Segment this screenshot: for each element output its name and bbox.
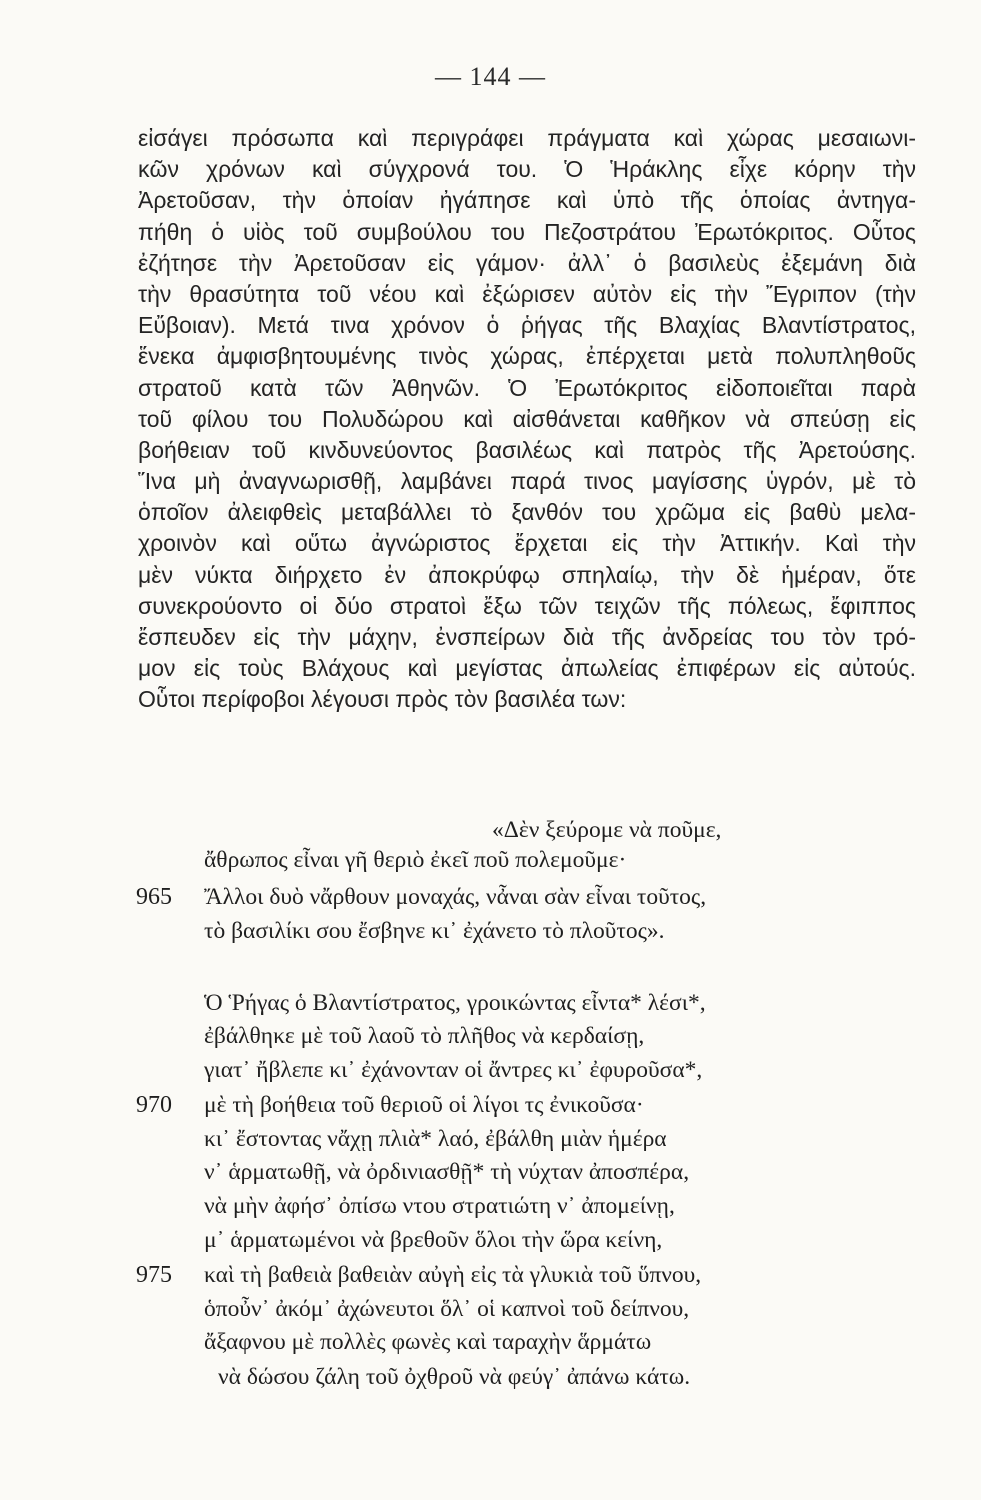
verse-number: 970 [136,1092,172,1118]
verse-text: Ἄλλοι δυὸ νἄρθουν μοναχάς, νἆναι σὰν εἶναι τοῦτος, [204,884,707,910]
prose-line: μὲν νύκτα διήρχετο ἐν ἀποκρύφῳ σπηλαίῳ, τὴν δὲ ἡμέραν, ὅτε [138,561,916,588]
verse-text: μὲ τὴ βοήθεια τοῦ θεριοῦ οἱ λίγοι τς ἐνικοῦσα· [204,1092,644,1118]
prose-line: πήθη ὁ υἱὸς τοῦ συμβούλου του Πεζοστράτου Ἐρωτόκριτος. Οὗτος [138,218,916,245]
prose-line: στρατοῦ κατὰ τῶν Ἀθηνῶν. Ὁ Ἐρωτόκριτος εἰδοποιεῖται παρὰ [138,374,916,401]
prose-line: Οὗτοι περίφοβοι λέγουσι πρὸς τὸν βασιλέα των: [138,686,627,713]
prose-line: βοήθειαν τοῦ κινδυνεύοντος βασιλέως καὶ πατρὸς τῆς Ἀρετούσης. [138,436,916,463]
verse-text: μ᾽ ἁρματωμένοι νὰ βρεθοῦν ὅλοι τὴν ὥρα κείνη, [204,1227,663,1253]
page-number: — 144 — [435,62,546,91]
prose-line: συνεκρούοντο οἱ δύο στρατοὶ ἔξω τῶν τειχῶν τῆς πόλεως, ἔφιππος [138,592,916,619]
prose-paragraph [138,123,916,716]
prose-line: Ἵνα μὴ ἀναγνωρισθῇ, λαμβάνει παρά τινος μαγίσσης ὑγρόν, μὲ τὸ [138,468,916,495]
verse-text: νὰ μὴν ἀφήσ᾽ ὀπίσω ντου στρατιώτη ν᾽ ἀπομείνῃ, [204,1193,675,1219]
prose-line: Εὔβοιαν). Μετά τινα χρόνον ὁ ῥήγας τῆς Βλαχίας Βλαντίστρατος, [138,312,916,339]
prose-line: χροινὸν καὶ οὕτω ἀγνώριστος ἔρχεται εἰς τὴν Ἀττικήν. Καὶ τὴν [138,530,916,557]
verse-text: κι᾽ ἔστοντας νἄχῃ πλιὰ* λαό, ἐβάλθη μιὰν ἡμέρα [204,1126,667,1152]
verse-text: ἄξαφνου μὲ πολλὲς φωνὲς καὶ ταραχὴν ἅρμάτω [204,1329,652,1355]
verse-text: ν᾽ ἁρματωθῇ, νὰ ὀρδινιασθῇ* τὴ νύχταν ἀποσπέρα, [204,1159,690,1185]
verse-number: 965 [136,884,172,910]
verse-text: ὁποὖν᾽ ἀκόμ᾽ ἀχώνευτοι ὅλ᾽ οἱ καπνοὶ τοῦ δείπνου, [204,1296,690,1322]
verse-number: 975 [136,1262,172,1288]
verse-text: καὶ τὴ βαθειὰ βαθειὰν αὐγὴ εἰς τὰ γλυκιὰ τοῦ ὕπνου, [204,1262,702,1288]
prose-line: τοῦ φίλου του Πολυδώρου καὶ αἰσθάνεται καθῆκον νὰ σπεύσῃ εἰς [138,405,916,432]
prose-line: ἕνεκα ἀμφισβητουμένης τινὸς χώρας, ἐπέρχεται μετὰ πολυπληθοῦς [138,343,916,370]
prose-line: Ἀρετοῦσαν, τὴν ὁποίαν ἠγάπησε καὶ ὑπὸ τῆς ὁποίας ἀντηγα- [138,187,916,214]
verse-text: ἄθρωπος εἶναι γῆ θεριὸ ἐκεῖ ποῦ πολεμοῦμε· [204,847,627,873]
prose-line: εἰσάγει πρόσωπα καὶ περιγράφει πράγματα καὶ χώρας μεσαιωνι- [138,125,916,151]
prose-line: τὴν θρασύτητα τοῦ νέου καὶ ἐξώρισεν αὐτὸν εἰς τὴν Ἔγριπον (τὴν [138,280,916,307]
verse-text: ἐβάλθηκε μὲ τοῦ λαοῦ τὸ πλῆθος νὰ κερδαίσῃ, [204,1023,645,1049]
verse-text: Ὁ Ῥήγας ὁ Βλαντίστρατος, γροικώντας εἶντα* λέσι*, [204,990,706,1016]
prose-line: ἐζήτησε τὴν Ἀρετοῦσαν εἰς γάμον· ἀλλ᾽ ὁ βασιλεὺς ἐξεμάνη διὰ [138,249,916,276]
prose-line: μον εἰς τοὺς Βλάχους καὶ μεγίστας ἀπωλείας ἐπιφέρων εἰς αὐτούς. [138,655,916,682]
verse-text: «Δὲν ξεύρομε νὰ ποῦμε, [492,817,722,843]
verse-text: τὸ βασιλίκι σου ἔσβηνε κι᾽ ἐχάνετο τὸ πλοῦτος». [204,918,665,944]
prose-line: κῶν χρόνων καὶ σύγχρονά του. Ὁ Ἡράκλης εἶχε κόρην τὴν [138,156,916,183]
verse-text: νὰ δώσου ζάλη τοῦ ὀχθροῦ νὰ φεύγ᾽ ἀπάνω κάτω. [218,1364,691,1390]
prose-line: ἔσπευδεν εἰς τὴν μάχην, ἐνσπείρων διὰ τῆς ἀνδρείας του τὸν τρό- [138,624,916,650]
verse-text: γιατ᾽ ἤβλεπε κι᾽ ἐχάνονταν οἱ ἄντρες κι᾽ ἐφυροῦσα*, [204,1057,703,1083]
prose-line: ὁποῖον ἀλειφθεὶς μεταβάλλει τὸ ξανθόν του χρῶμα εἰς βαθὺ μελα- [138,499,916,526]
